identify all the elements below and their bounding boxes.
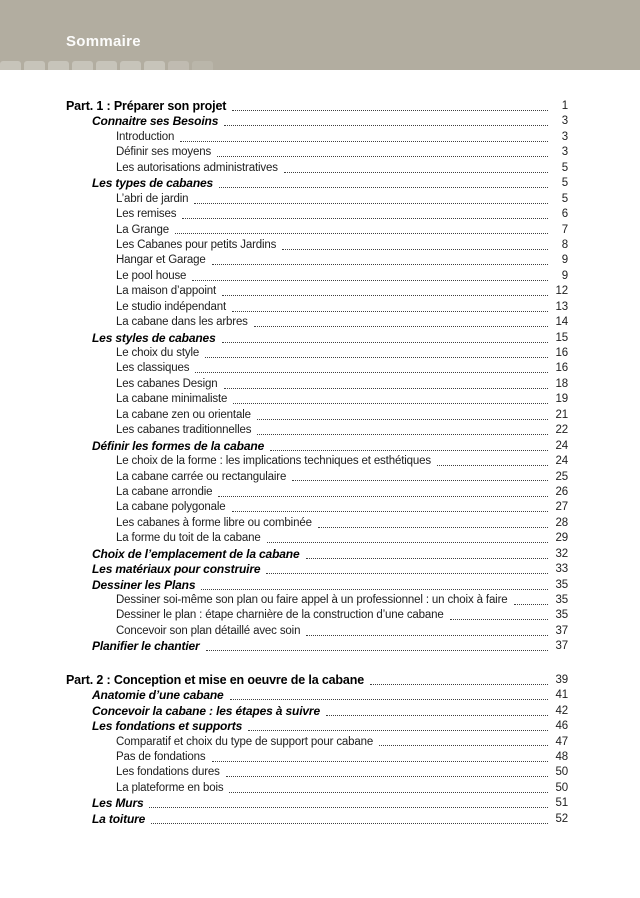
dot-leader <box>232 392 552 407</box>
toc-entry-label: La toiture <box>92 811 146 826</box>
toc-entry-page: 33 <box>555 563 568 576</box>
toc-entry-page: 13 <box>555 300 568 313</box>
dot-leader <box>247 719 552 734</box>
dot-leader <box>436 454 552 469</box>
toc-entry <box>66 269 568 284</box>
toc-entry-page: 50 <box>555 766 568 779</box>
toc-entry <box>66 439 568 454</box>
scallop-tab <box>72 61 93 70</box>
toc-section <box>66 673 568 827</box>
toc-entry-label: Choix de l’emplacement de la cabane <box>92 546 300 561</box>
dot-leader <box>223 377 552 392</box>
dot-leader <box>229 688 552 703</box>
toc-entry <box>66 812 568 827</box>
toc-entry-page: 24 <box>555 455 568 468</box>
scallop-tab <box>96 61 117 70</box>
toc-entry <box>66 176 568 191</box>
toc-entry <box>66 377 568 392</box>
dot-leader <box>174 223 552 238</box>
dot-leader <box>225 765 552 780</box>
dot-leader <box>228 781 552 796</box>
dot-leader <box>325 704 552 719</box>
toc-entry-page: 41 <box>555 689 568 702</box>
toc-entry-page: 35 <box>555 594 568 606</box>
toc-entry-page: 50 <box>555 781 568 794</box>
toc-entry-label: Le choix du style <box>116 347 200 359</box>
toc-entry <box>66 516 568 531</box>
dot-leader <box>150 812 552 827</box>
toc-part-title <box>66 99 568 114</box>
toc-entry-page: 9 <box>561 269 568 282</box>
dot-leader <box>305 547 553 562</box>
toc-entry-page: 47 <box>555 735 568 748</box>
toc-entry-label: Les types de cabanes <box>92 176 214 191</box>
dot-leader <box>204 346 552 361</box>
toc-part-title <box>66 673 568 688</box>
toc-entry-label: Le choix de la forme : les implications techniques et esthétiques <box>116 455 431 468</box>
toc-entry <box>66 423 568 438</box>
toc-entry-page: 28 <box>555 516 568 529</box>
dot-leader <box>191 269 552 284</box>
dot-leader <box>193 192 552 207</box>
dot-leader <box>231 300 552 315</box>
scallop-tab <box>168 61 189 70</box>
toc-entry <box>66 346 568 361</box>
scallop-tab <box>48 61 69 70</box>
toc-entry <box>66 796 568 811</box>
toc-entry <box>66 485 568 500</box>
toc-entry-page: 6 <box>561 208 568 221</box>
toc-entry-label: L’abri de jardin <box>116 192 189 205</box>
toc-entry-page: 5 <box>561 177 568 190</box>
toc-entry-label: Introduction <box>116 130 175 143</box>
toc-entry <box>66 145 568 160</box>
toc-entry <box>66 408 568 423</box>
toc-entry-page: 32 <box>555 547 568 560</box>
toc-entry <box>66 300 568 315</box>
page-title: Sommaire <box>66 33 141 50</box>
toc-entry <box>66 750 568 765</box>
toc-entry <box>66 361 568 376</box>
toc-entry <box>66 315 568 330</box>
dot-leader <box>217 485 552 500</box>
toc-entry-label: La plateforme en bois <box>116 781 224 794</box>
toc-entry-label: La cabane carrée ou rectangulaire <box>116 470 287 483</box>
toc-entry-label: Comparatif et choix du type de support pour cabane <box>116 735 374 748</box>
dot-leader <box>148 796 552 811</box>
dot-leader <box>179 130 552 145</box>
toc-entry-page: 1 <box>561 100 568 112</box>
toc-entry-label: Le pool house <box>116 269 187 282</box>
scallop-tab <box>144 61 165 70</box>
dot-leader <box>221 284 552 299</box>
toc-section <box>66 99 568 655</box>
toc-entry-label: Les fondations et supports <box>92 719 243 734</box>
toc-entry-label: Planifier le chantier <box>92 639 200 654</box>
dot-leader <box>317 516 552 531</box>
dot-leader <box>194 361 552 376</box>
toc-entry-label: Concevoir son plan détaillé avec soin <box>116 624 301 637</box>
toc-entry-label: Anatomie d’une cabane <box>92 688 224 703</box>
toc-entry-page: 37 <box>555 624 568 637</box>
toc-entry <box>66 624 568 639</box>
dot-leader <box>211 253 552 268</box>
toc-entry-page: 3 <box>561 115 568 128</box>
toc-entry-page: 5 <box>561 161 568 174</box>
dot-leader <box>253 315 552 330</box>
dot-leader <box>305 624 552 639</box>
dot-leader <box>283 161 552 176</box>
toc-entry-label: Dessiner les Plans <box>92 577 196 592</box>
toc-entry <box>66 130 568 145</box>
toc-entry <box>66 639 568 654</box>
toc-entry <box>66 253 568 268</box>
dot-leader <box>205 639 552 654</box>
toc-entry-label: Définir ses moyens <box>116 146 212 159</box>
toc-entry-page: 14 <box>555 316 568 329</box>
toc-entry-label: Concevoir la cabane : les étapes à suivre <box>92 703 320 718</box>
toc-entry <box>66 114 568 129</box>
toc-entry-label: La cabane minimaliste <box>116 393 228 406</box>
toc-entry-label: Pas de fondations <box>116 750 206 763</box>
toc-entry-label: Définir les formes de la cabane <box>92 438 265 453</box>
dot-leader <box>265 562 552 577</box>
decorative-scallop-strip <box>0 61 213 70</box>
toc-entry-page: 7 <box>561 223 568 236</box>
toc-entry-label: Connaitre ses Besoins <box>92 114 219 129</box>
toc-entry-label: La maison d’appoint <box>116 285 217 298</box>
dot-leader <box>266 531 552 546</box>
dot-leader <box>211 750 552 765</box>
toc-entry-label: Les cabanes à forme libre ou combinée <box>116 516 312 529</box>
toc-entry-label: Les Murs <box>92 796 144 811</box>
toc-entry-page: 19 <box>555 393 568 406</box>
toc-entry-label: La Grange <box>116 223 169 236</box>
toc-entry-label: Les remises <box>116 208 177 221</box>
scallop-tab <box>120 61 141 70</box>
toc-entry-label: Les styles de cabanes <box>92 330 216 345</box>
scallop-tab <box>192 61 213 70</box>
dot-leader <box>513 593 552 608</box>
dot-leader <box>256 423 552 438</box>
toc-entry-page: 35 <box>555 609 568 622</box>
toc-entry-page: 16 <box>555 362 568 375</box>
toc-entry-label: Hangar et Garage <box>116 254 206 267</box>
toc-entry <box>66 284 568 299</box>
toc-entry <box>66 688 568 703</box>
toc-entry-page: 16 <box>555 347 568 359</box>
toc-entry-label: La forme du toit de la cabane <box>116 532 261 545</box>
dot-leader <box>269 439 552 454</box>
toc-entry-page: 21 <box>555 408 568 421</box>
toc-entry-label: Les autorisations administratives <box>116 161 278 174</box>
toc-entry <box>66 704 568 719</box>
scallop-tab <box>24 61 45 70</box>
toc-entry-page: 25 <box>555 470 568 483</box>
toc-entry <box>66 500 568 515</box>
toc-entry-page: 5 <box>561 192 568 205</box>
dot-leader <box>231 500 552 515</box>
toc-entry-page: 35 <box>555 578 568 591</box>
dot-leader <box>200 578 552 593</box>
toc-entry <box>66 765 568 780</box>
toc-entry <box>66 223 568 238</box>
toc-entry-label: Les matériaux pour construire <box>92 562 261 577</box>
dot-leader <box>181 207 552 222</box>
toc-entry-page: 12 <box>555 285 568 298</box>
toc-entry-page: 48 <box>555 750 568 763</box>
dot-leader <box>378 735 552 750</box>
toc-entry <box>66 470 568 485</box>
toc-entry <box>66 547 568 562</box>
dot-leader <box>221 331 552 346</box>
dot-leader <box>291 470 552 485</box>
toc-entry-page: 29 <box>555 532 568 545</box>
header-band <box>0 0 640 70</box>
dot-leader <box>256 408 552 423</box>
dot-leader <box>216 145 552 160</box>
dot-leader <box>218 176 552 191</box>
toc-entry-page: 42 <box>555 704 568 717</box>
toc-entry <box>66 562 568 577</box>
toc-entry <box>66 719 568 734</box>
toc-entry <box>66 608 568 623</box>
toc-entry-page: 52 <box>555 812 568 825</box>
toc-entry <box>66 161 568 176</box>
toc-entry-label: La cabane polygonale <box>116 501 226 514</box>
toc-entry <box>66 192 568 207</box>
toc-entry <box>66 781 568 796</box>
toc-entry-label: Les classiques <box>116 362 190 375</box>
toc-entry-page: 37 <box>555 640 568 653</box>
dot-leader <box>369 673 552 688</box>
toc-entry-page: 3 <box>561 146 568 159</box>
toc-entry-label: Les fondations dures <box>116 766 220 779</box>
dot-leader <box>231 99 552 114</box>
toc-entry-page: 51 <box>555 797 568 810</box>
toc-entry-page: 22 <box>555 424 568 437</box>
toc-entry-page: 26 <box>555 485 568 498</box>
toc-entry-label: Les cabanes Design <box>116 377 218 390</box>
table-of-contents <box>66 99 568 827</box>
toc-entry-page: 18 <box>555 377 568 390</box>
scallop-tab <box>0 61 21 70</box>
toc-entry-label: Part. 2 : Conception et mise en oeuvre de la cabane <box>66 672 365 687</box>
toc-entry-label: Les Cabanes pour petits Jardins <box>116 238 277 251</box>
toc-entry-label: Part. 1 : Préparer son projet <box>66 99 227 113</box>
toc-entry-label: La cabane zen ou orientale <box>116 408 251 421</box>
toc-entry <box>66 578 568 593</box>
toc-entry-page: 8 <box>561 238 568 251</box>
toc-entry-label: Dessiner soi-même son plan ou faire appel à un professionnel : un choix à faire <box>116 594 508 606</box>
dot-leader <box>281 238 552 253</box>
toc-entry-page: 46 <box>555 720 568 733</box>
toc-entry-page: 15 <box>555 331 568 344</box>
toc-entry-page: 9 <box>561 254 568 267</box>
toc-entry <box>66 207 568 222</box>
toc-entry-page: 39 <box>555 673 568 686</box>
toc-entry-label: La cabane dans les arbres <box>116 316 248 329</box>
toc-entry-page: 24 <box>555 439 568 452</box>
toc-entry-label: Dessiner le plan : étape charnière de la construction d’une cabane <box>116 609 444 622</box>
toc-entry-page: 27 <box>555 501 568 514</box>
toc-entry <box>66 531 568 546</box>
toc-entry-label: Le studio indépendant <box>116 300 227 313</box>
dot-leader <box>449 608 552 623</box>
toc-entry <box>66 593 568 608</box>
toc-entry-label: La cabane arrondie <box>116 485 213 498</box>
toc-entry-page: 3 <box>561 130 568 143</box>
dot-leader <box>223 114 552 129</box>
toc-entry-label: Les cabanes traditionnelles <box>116 424 252 437</box>
toc-entry <box>66 392 568 407</box>
toc-entry <box>66 238 568 253</box>
toc-entry <box>66 331 568 346</box>
toc-entry <box>66 454 568 469</box>
toc-entry <box>66 735 568 750</box>
